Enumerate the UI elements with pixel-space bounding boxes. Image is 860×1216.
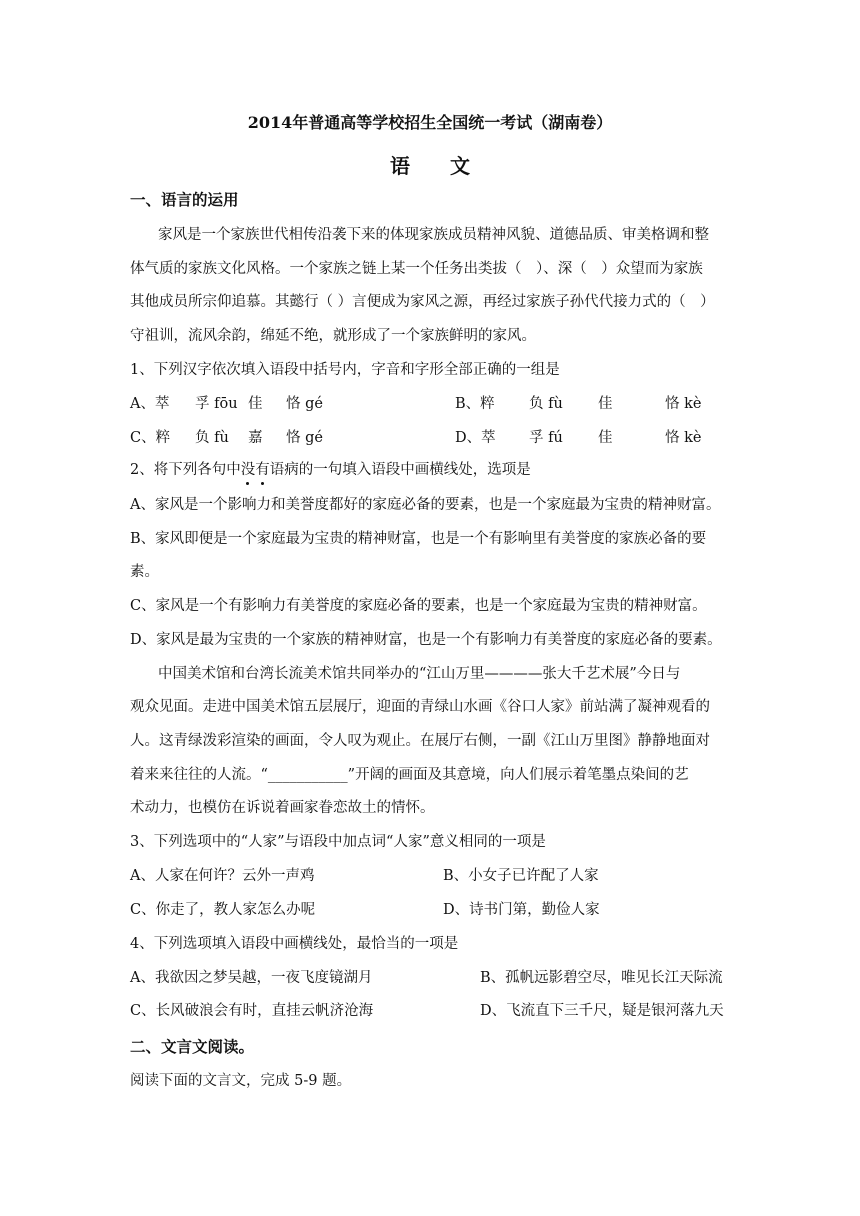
- passage2-line: 术动力，也模仿在诉说着画家眷恋故土的情怀。: [130, 800, 435, 816]
- section2-heading: 二、文言文阅读。: [130, 1037, 255, 1056]
- q2-option-d: D、家风是最为宝贵的一个家族的精神财富，也是一个有影响力有美誉度的家庭必备的要素。: [130, 632, 722, 648]
- subject-heading: 语文: [390, 154, 510, 178]
- q3-option-b: B、小女子已许配了人家: [443, 868, 599, 884]
- q3-option-c: C、你走了，教人家怎么办呢: [130, 902, 316, 918]
- passage2-line: 观众见面。走进中国美术馆五层展厅，迎面的青绿山水画《谷口人家》前站满了凝神观看的: [130, 699, 710, 715]
- emphasis-dot-char: 没: [240, 462, 256, 478]
- passage2-line: 着来来往往的人流。“___________”开阔的画面及其意境，向人们展示着笔墨点染间的艺: [130, 767, 689, 783]
- passage1-line: 守祖训，流风余韵，绵延不绝，就形成了一个家族鲜明的家风。: [130, 328, 536, 344]
- passage2-line: 中国美术馆和台湾长流美术馆共同举办的“江山万里————张大千艺术展”今日与: [158, 666, 681, 682]
- q3-stem: 3、下列选项中的“人家”与语段中加点词“人家”意义相同的一项是: [130, 834, 546, 850]
- q4-option-d: D、飞流直下三千尺，疑是银河落九天: [480, 1003, 724, 1019]
- q2-option-b-cont: 素。: [130, 564, 159, 580]
- q4-option-c: C、长风破浪会有时，直挂云帆济沧海: [130, 1003, 374, 1019]
- section2-instruction: 阅读下面的文言文，完成 5-9 题。: [130, 1073, 352, 1089]
- q2-stem: 2、将下列各句中没有语病的一句填入语段中画横线处，选项是: [130, 462, 531, 478]
- passage2-line: 人。这青绿泼彩渲染的画面，令人叹为观止。在展厅右侧，一副《江山万里图》静静地面对: [130, 733, 710, 749]
- q4-stem: 4、下列选项填入语段中画横线处，最恰当的一项是: [130, 936, 459, 952]
- q2-option-c: C、家风是一个有影响力有美誉度的家庭必备的要素，也是一个家庭最为宝贵的精神财富。: [130, 598, 707, 614]
- passage1-line: 家风是一个家族世代相传沿袭下来的体现家族成员精神风貌、道德品质、审美格调和整: [158, 227, 709, 243]
- passage1-line: 其他成员所宗仰追慕。其懿行（ ）言便成为家风之源，再经过家族子孙代代接力式的（ ）: [130, 294, 715, 310]
- exam-title: 2014年普通高等学校招生全国统一考试（湖南卷）: [247, 113, 613, 132]
- q2-option-a: A、家风是一个影响力和美誉度都好的家庭必备的要素，也是一个家庭最为宝贵的精神财富。: [130, 497, 721, 513]
- exam-page: 2014年普通高等学校招生全国统一考试（湖南卷） 语文 一、语言的运用 家风是一个家族世代相传沿袭下来的体现家族成员精神风貌、道德品质、审美格调和整 体气质的家族文化风格。一个家族之链上某一个任务出类拔（ ）、深（ ）众望而为家族 其他成员所宗仰追慕。其懿行（ ）言便成为家风之源，再经过家族子孙代代接力式的（ ） 守祖训，流风余韵，绵延不绝，就形成了一个家族鲜明的家风。 1、下列汉字依次填入语段中括号内，字音和字形全部正确的一组是 A、萃 孚 fōu 佳 恪 gé B、粹 负 fù 佳 恪 kè C、粹 负 fù 嘉 恪 gé D、萃 孚 fú 佳 恪 kè 2、将下列各句中没有语病的一句填入语段中画横线处，选项是 A、家风是一个影响力和美誉度都好的家庭必备的要素，也是一个家庭最为宝贵的精神财富。 B、家风即便是一个家庭最为宝贵的精神财富，也是一个有影响里有美誉度的家族必备的要 素。 C、家风是一个有影响力有美誉度的家庭必备的要素，也是一个家庭最为宝贵的精神财富。 D、家风是最为宝贵的一个家族的精神财富，也是一个有影响力有美誉度的家庭必备的要素。 中国美术馆和台湾长流美术馆共同举办的“江山万里————张大千艺术展”今日与 观众见面。走进中国美术馆五层展厅，迎面的青绿山水画《谷口人家》前站满了凝神观看的 人。这青绿泼彩渲染的画面，令人叹为观止。在展厅右侧，一副《江山万里图》静静地面对 着来来往往的人流。“___________”开阔的画面及其意境，向人们展示着笔墨点染间的艺 术动力，也模仿在诉说着画家眷恋故土的情怀。 3、下列选项中的“人家”与语段中加点词“人家”意义相同的一项是 A、人家在何许？云外一声鸡 B、小女子已许配了人家 C、你走了，教人家怎么办呢 D、诗书门第，勤俭人家 4、下列选项填入语段中画横线处，最恰当的一项是 A、我欲因之梦吴越，一夜飞度镜湖月 B、孤帆远影碧空尽，唯见长江天际流 C、长风破浪会有时，直挂云帆济沧海 D、飞流直下三千尺，疑是银河落九天 二、文言文阅读。 阅读下面的文言文，完成 5-9 题。: [0, 0, 860, 1216]
- passage1-line: 体气质的家族文化风格。一个家族之链上某一个任务出类拔（ ）、深（ ）众望而为家族: [130, 261, 703, 277]
- q1-stem: 1、下列汉字依次填入语段中括号内，字音和字形全部正确的一组是: [130, 362, 560, 378]
- q3-option-d: D、诗书门第，勤俭人家: [443, 902, 600, 918]
- q4-option-b: B、孤帆远影碧空尽，唯见长江天际流: [480, 970, 723, 986]
- emphasis-dot-char: 有: [255, 462, 270, 478]
- q2-option-b: B、家风即便是一个家庭最为宝贵的精神财富，也是一个有影响里有美誉度的家族必备的要: [130, 531, 707, 547]
- q4-option-a: A、我欲因之梦吴越，一夜飞度镜湖月: [130, 970, 373, 986]
- section1-heading: 一、语言的运用: [130, 190, 239, 209]
- q3-option-a: A、人家在何许？云外一声鸡: [130, 868, 315, 884]
